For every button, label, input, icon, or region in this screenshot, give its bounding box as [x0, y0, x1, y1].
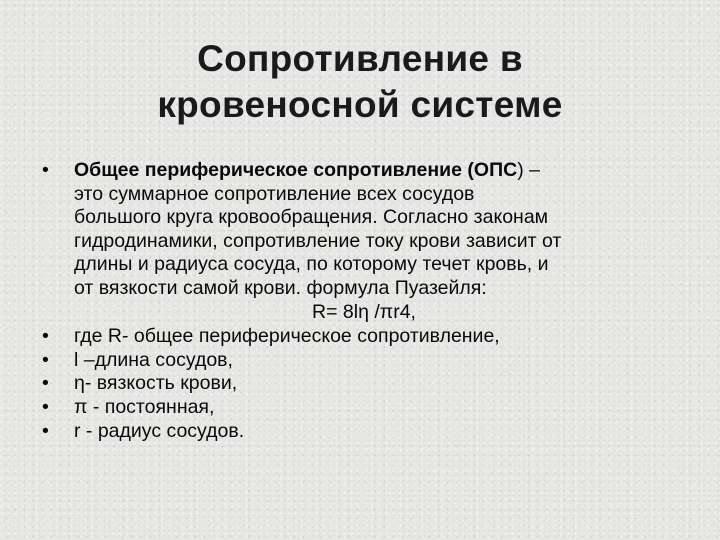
- bullet-item: [42, 349, 682, 373]
- bullet-marker: •: [42, 348, 49, 371]
- item-constant: π - постоянная,: [74, 395, 215, 418]
- item-length: l –длина сосудов,: [74, 348, 233, 371]
- ops-line-3: гидродинамики, сопротивление току крови зависит от: [74, 229, 562, 252]
- bullet-item: [42, 396, 682, 420]
- ops-term: Общее периферическое сопротивление (ОПС: [74, 159, 518, 181]
- title-line-1: Сопротивление в: [197, 38, 523, 79]
- ops-line-4: длины и радиуса сосуда, по которому течет кровь, и: [74, 253, 549, 276]
- bullet-marker: •: [42, 419, 49, 442]
- bullet-item: [42, 420, 682, 444]
- bullet-marker: •: [42, 372, 49, 395]
- ops-term-close: ): [517, 159, 524, 181]
- bullet-ops-definition: [42, 159, 682, 324]
- title-line-2: кровеносной системе: [157, 84, 563, 125]
- item-viscosity: η- вязкость крови,: [74, 372, 238, 395]
- slide-content: [42, 159, 682, 443]
- ops-first-line: [74, 159, 682, 183]
- poiseuille-formula: R= 8lη /πr4,: [312, 300, 416, 323]
- slide-title: [60, 36, 660, 128]
- bullet-marker: •: [42, 159, 49, 181]
- bullet-marker: •: [42, 395, 49, 418]
- bullet-item: [42, 372, 682, 396]
- bullet-item: [42, 325, 682, 349]
- ops-line-1: это суммарное сопротивление всех сосудов: [74, 182, 475, 205]
- bullet-marker: •: [42, 325, 49, 348]
- ops-line-2: большого круга кровообращения. Согласно законам: [74, 206, 549, 229]
- ops-line-5: от вязкости самой крови. формула Пуазейля:: [74, 276, 487, 299]
- item-radius: r - радиус сосудов.: [74, 419, 245, 442]
- item-resistance: где R- общее периферическое сопротивление,: [74, 325, 500, 348]
- ops-dash: –: [523, 159, 540, 181]
